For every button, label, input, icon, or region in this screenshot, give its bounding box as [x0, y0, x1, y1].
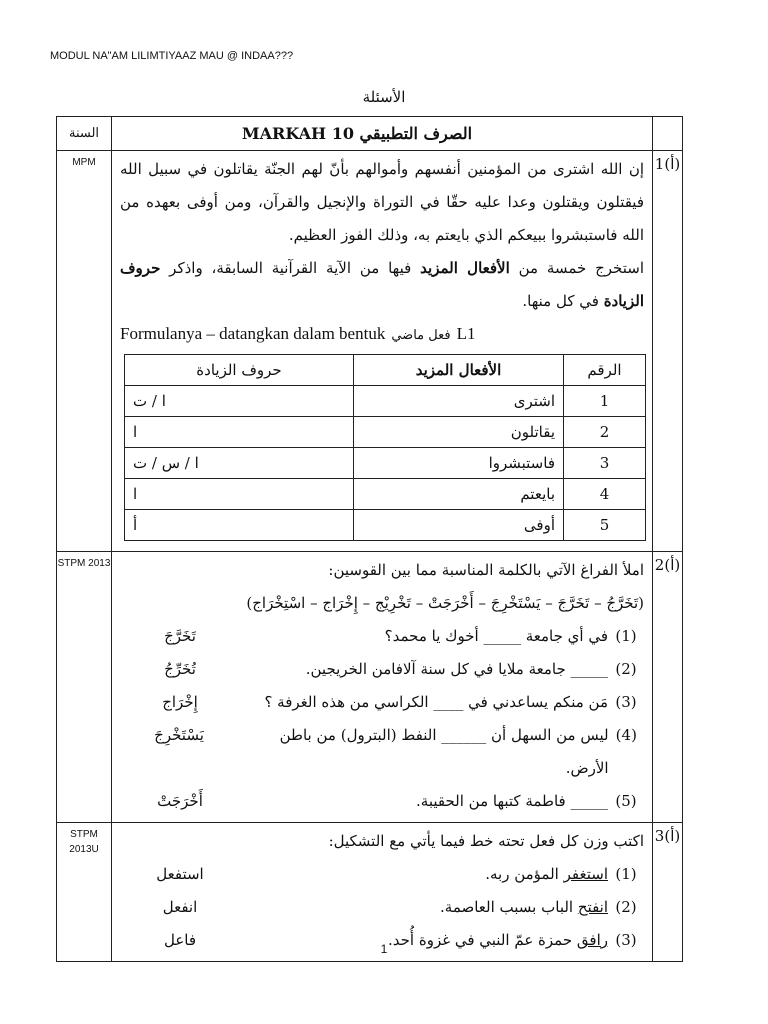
- questions-table: [56, 116, 683, 962]
- question-1-formula-note: Formulanya – datangkan dalam bentuk فعل ماضي L1: [120, 324, 476, 343]
- question-3-number: 3(أ): [653, 823, 683, 962]
- question-1-number: 1(أ): [653, 151, 683, 552]
- table-row: 1 اشترى ا / ت: [125, 386, 646, 417]
- list-item: (1) في أي جامعة _____ أخوك يا محمد؟ تَخَرَّجَ: [120, 620, 644, 653]
- question-3-instruction: اكتب وزن كل فعل تحته خط فيما يأتي مع التشكيل:: [328, 832, 644, 850]
- list-item: (3) رافق حمزة عمّ النبي في غزوة أُحد. فاعل: [120, 924, 644, 957]
- number-column-header: [653, 117, 683, 151]
- questions-title: الأسئلة: [362, 88, 406, 106]
- document-header: MODUL NA"AM LILIMTIYAAZ MAU @ INDAA???: [50, 50, 294, 62]
- list-item: (5) _____ فاطمة كتبها من الحقيبة. أَخْرَجَتْ: [120, 785, 644, 818]
- subject-label: الصرف التطبيقي: [359, 124, 473, 143]
- table-row: 2 يقاتلون ا: [125, 417, 646, 448]
- table-row: 3 فاستبشروا ا / س / ت: [125, 448, 646, 479]
- question-2-content: [112, 552, 653, 823]
- table-row: 5 أوفى أ: [125, 510, 646, 541]
- answer: أَخْرَجَتْ: [157, 792, 203, 810]
- question-2-number: 2(أ): [653, 552, 683, 823]
- answer: استفعل: [156, 865, 204, 883]
- answer-header-letters: حروف الزيادة: [125, 355, 354, 386]
- question-row-2: [57, 552, 683, 823]
- answer: يَسْتَخْرِجَ: [154, 726, 204, 744]
- answer: تَخَرَّجَ: [164, 627, 196, 645]
- table-header-row: [57, 117, 683, 151]
- list-item: (1) استغفر المؤمن ربه. استفعل: [120, 858, 644, 891]
- answer-header-num: الرقم: [564, 355, 646, 386]
- year-column-header: السنة: [57, 117, 112, 151]
- markah-label: MARKAH 10: [241, 124, 354, 143]
- answer-table-header: [125, 355, 646, 386]
- answer: إِخْرَاج: [162, 693, 198, 711]
- question-3-year: STPM 2013U: [57, 823, 112, 962]
- table-title: [112, 117, 653, 151]
- list-item: (4) ليس من السهل أن ______ النفط (البترول) من باطن الأرض. يَسْتَخْرِجَ: [120, 719, 644, 785]
- page-number: 1: [380, 942, 388, 956]
- answer-header-verb: الأفعال المزيد: [354, 355, 564, 386]
- question-1-content: [112, 151, 653, 552]
- question-row-3: [57, 823, 683, 962]
- answer: فاعل: [163, 931, 197, 949]
- question-1-passage: إن الله اشترى من المؤمنين أنفسهم وأموالهم بأنّ لهم الجنّة يقاتلون في سبيل الله فيقتلون ويقتلون وعدا عليه حقّا في التوراة والإنجيل والقرآن، ومن أوفى بعهده من الله فاستبشروا ببيعكم الذي بايعتم به، وذلك الفوز العظيم.: [120, 160, 644, 244]
- answer: انفعل: [162, 898, 198, 916]
- question-1-year: MPM: [57, 151, 112, 552]
- list-item: (2) _____ جامعة ملايا في كل سنة آلافامن الخريجين. تُخَرِّجُ: [120, 653, 644, 686]
- question-2-instruction: املأ الفراغ الآتي بالكلمة المناسبة مما بين القوسين:: [328, 561, 644, 579]
- answer-table: [124, 354, 646, 541]
- question-2-choices: (تَخَرَّجُ – تَخَرَّجَ – يَسْتَخْرِجَ – أَخْرَجَتْ – تَخْرِيْج – إِخْرَاج – اسْتِخْرَاج): [246, 594, 644, 612]
- list-item: (2) انفتح الباب بسبب العاصمة. انفعل: [120, 891, 644, 924]
- question-2-year: STPM 2013: [57, 552, 112, 823]
- list-item: (3) مَن منكم يساعدني في ____ الكراسي من هذه الغرفة ؟ إِخْرَاج: [120, 686, 644, 719]
- question-1-instruction: استخرج خمسة من الأفعال المزيد فيها من الآية القرآنية السابقة، واذكر حروف الزيادة في كل منها.: [120, 259, 644, 310]
- question-row-1: [57, 151, 683, 552]
- table-row: 4 بايعتم ا: [125, 479, 646, 510]
- question-3-content: [112, 823, 653, 962]
- answer: تُخَرِّجُ: [164, 660, 196, 678]
